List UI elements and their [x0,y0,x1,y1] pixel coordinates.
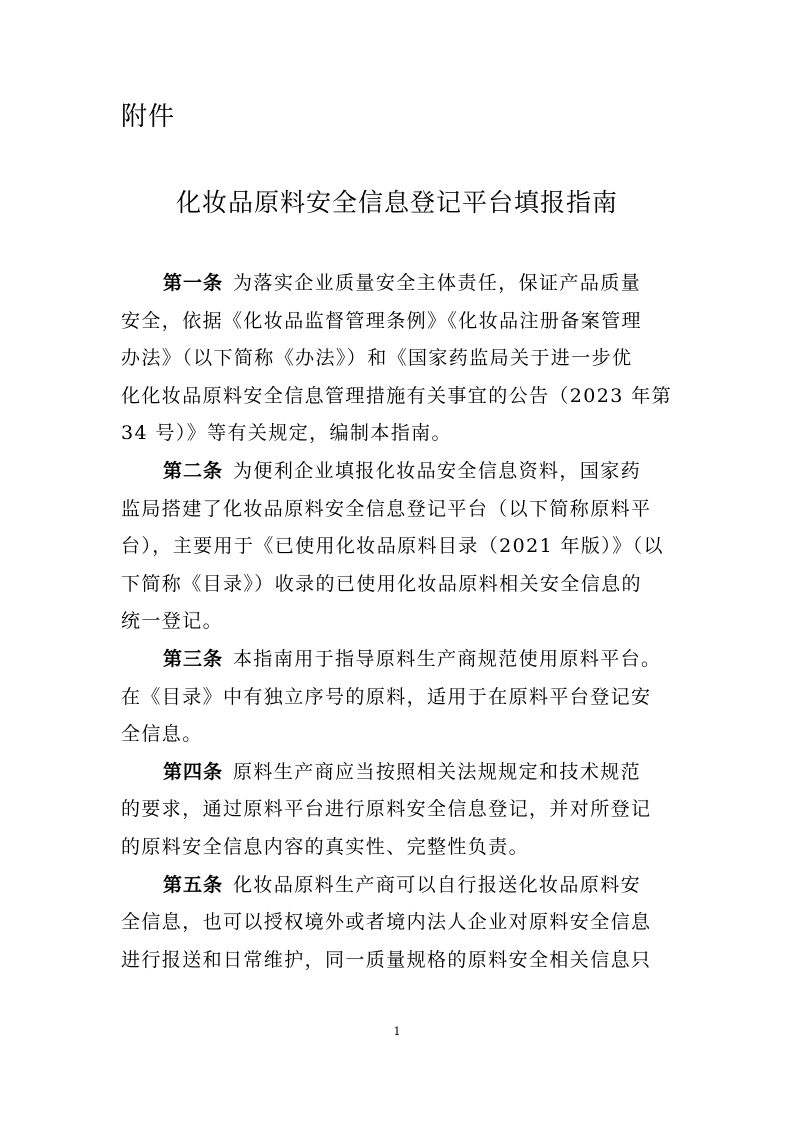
article-number: 第三条 [163,647,224,670]
paragraph-line [121,453,679,491]
article [121,453,679,641]
line-text: 为便利企业填报化妆品安全信息资料，国家药 [233,459,642,482]
paragraph-line: 34 号）》等有关规定，编制本指南。 [121,422,452,445]
article [121,641,679,754]
paragraph-line: 的原料安全信息内容的真实性、完整性负责。 [121,835,530,858]
paragraph-line: 监局搭建了化妆品原料安全信息登记平台（以下简称原料平 [121,497,652,520]
paragraph-line: 办法》（以下简称《办法》）和《国家药监局关于进一步优 [121,347,633,370]
attachment-label: 附件 [121,102,176,132]
paragraph-line: 化化妆品原料安全信息管理措施有关事宜的公告（2023 年第 [121,384,672,407]
paragraph-line: 安全，依据《化妆品监督管理条例》《化妆品注册备案管理 [121,309,642,332]
paragraph-line: 的要求，通过原料平台进行原料安全信息登记，并对所登记 [121,798,652,821]
paragraph-line [121,754,679,792]
paragraph-line: 进行报送和日常维护，同一质量规格的原料安全相关信息只 [121,948,652,971]
document-body [121,265,679,979]
article-number: 第二条 [163,459,224,482]
article [121,867,679,980]
paragraph-line: 台），主要用于《已使用化妆品原料目录（2021 年版）》（以 [121,535,664,558]
article-number: 第四条 [163,760,224,783]
line-text: 本指南用于指导原料生产商规范使用原料平台。 [233,647,662,670]
article [121,265,679,453]
document-title: 化妆品原料安全信息登记平台填报指南 [175,188,618,217]
line-text: 化妆品原料生产商可以自行报送化妆品原料安 [233,873,642,896]
article-number: 第一条 [163,272,224,294]
paragraph-line: 在《目录》中有独立序号的原料，适用于在原料平台登记安 [121,685,652,708]
paragraph-line [121,265,679,303]
page-number: 1 [393,1025,401,1038]
paragraph-line [121,641,679,679]
article-number: 第五条 [163,873,224,896]
paragraph-line: 全信息。 [121,723,203,746]
paragraph-line: 下简称《目录》）收录的已使用化妆品原料相关安全信息的 [121,572,642,595]
paragraph-line: 统一登记。 [121,610,224,633]
line-text: 原料生产商应当按照相关法规规定和技术规范 [233,760,642,783]
line-text: 为落实企业质量安全主体责任，保证产品质量 [233,272,642,294]
paragraph-line: 全信息，也可以授权境外或者境内法人企业对原料安全信息 [121,911,652,934]
paragraph-line [121,867,679,905]
article [121,754,679,867]
